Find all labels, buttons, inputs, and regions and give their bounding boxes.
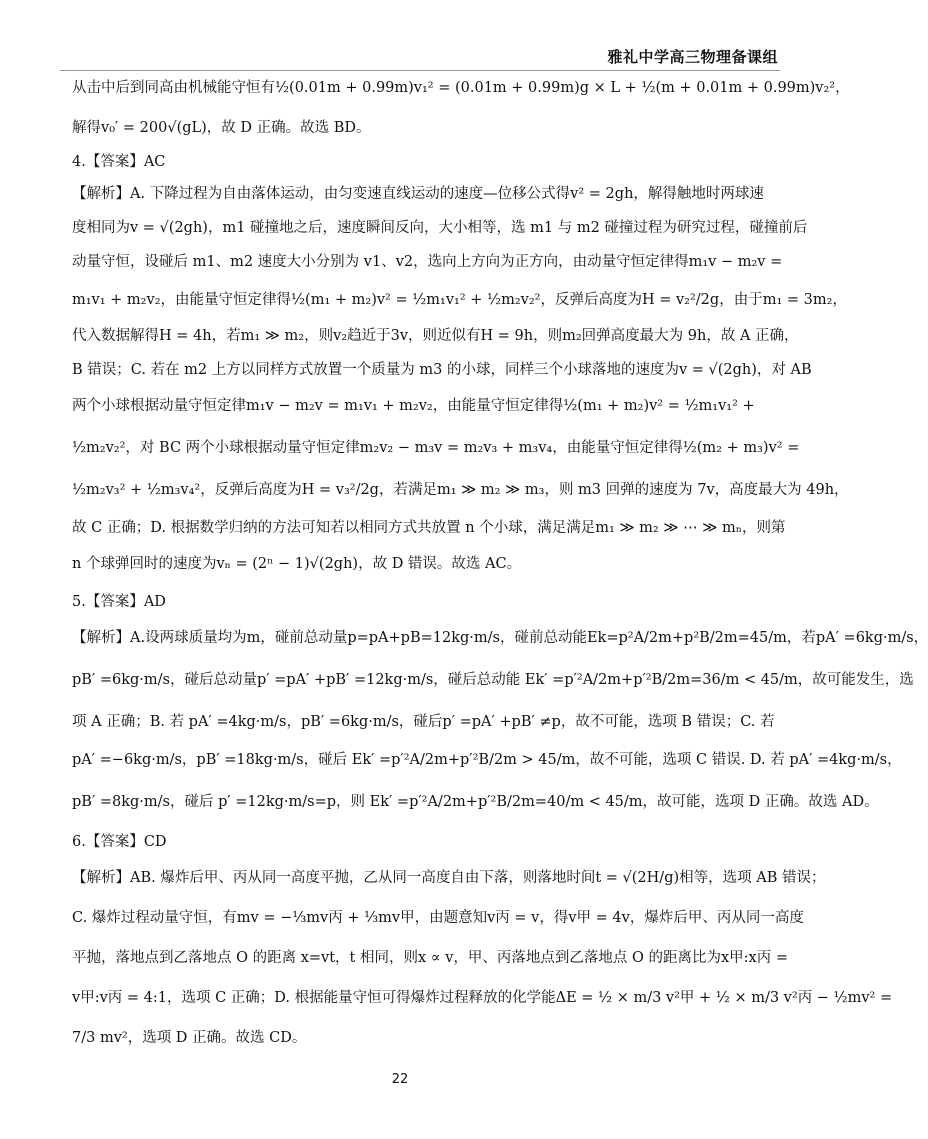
- text-line-10: 两个小球根据动量守恒定律m₁v − m₂v = m₁v₁ + m₂v₂，由能量守恒定律得½(m₁ + m₂)v² = ½m₁v₁² +: [72, 398, 755, 414]
- header-divider: [60, 70, 780, 71]
- text-line-2: 解得v₀′ = 200√(gL)，故 D 正确。故选 BD。: [72, 120, 371, 136]
- text-line-7: m₁v₁ + m₂v₂，由能量守恒定律得½(m₁ + m₂)v² = ½m₁v₁² + ½m₂v₂²，反弹后高度为H = v₂²/2g，由于m₁ = 3m₂，: [72, 292, 847, 308]
- text-line-12: ½m₂v₃² + ½m₃v₄²，反弹后高度为H = v₃²/2g，若满足m₁ ≫ m₂ ≫ m₃，则 m3 回弹的速度为 7v，高度最大为 49h，: [72, 482, 849, 498]
- answer-4: 4.【答案】AC: [72, 154, 166, 170]
- text-line-22: 【解析】AB. 爆炸后甲、丙从同一高度平抛，乙从同一高度自由下落，则落地时间t = √(2H/g)相等，选项 AB 错误；: [72, 870, 826, 886]
- text-line-24: 平抛，落地点到乙落地点 O 的距离 x=vt，t 相同，则x ∝ v，甲、丙落地点到乙落地点 O 的距离比为x甲:x丙 =: [72, 950, 788, 966]
- text-line-1: 从击中后到同高由机械能守恒有½(0.01m + 0.99m)v₁² = (0.01m + 0.99m)g × L + ½(m + 0.01m + 0.99m)v₂²，: [72, 80, 850, 96]
- text-line-9: B 错误；C. 若在 m2 上方以同样方式放置一个质量为 m3 的小球，同样三个小球落地的速度为v = √(2gh)，对 AB: [72, 362, 812, 378]
- answer-5: 5.【答案】AD: [72, 594, 166, 610]
- text-line-23: C. 爆炸过程动量守恒，有mv = −⅓mv丙 + ⅓mv甲，由题意知v丙 = v，得v甲 = 4v，爆炸后甲、丙从同一高度: [72, 910, 804, 926]
- text-line-16: 【解析】A.设两球质量均为m，碰前总动量p=pA+pB=12kg·m/s，碰前总动能Ek=p²A/2m+p²B/2m=45/m，若pA′ =6kg·m/s，: [72, 630, 928, 646]
- text-line-4: 【解析】A. 下降过程为自由落体运动，由匀变速直线运动的速度—位移公式得v² = 2gh，解得触地时两球速: [72, 186, 764, 202]
- page-number: 22: [391, 1072, 409, 1087]
- text-line-5: 度相同为v = √(2gh)，m1 碰撞地之后，速度瞬间反向，大小相等，选 m1 与 m2 碰撞过程为研究过程，碰撞前后: [72, 220, 808, 236]
- text-line-19: pA′ =−6kg·m/s，pB′ =18kg·m/s，碰后 Ek′ =p′²A/2m+p′²B/2m > 45/m，故不可能，选项 C 错误. D. 若 pA′ =4kg·m/s，: [72, 752, 902, 768]
- answer-6: 6.【答案】CD: [72, 834, 167, 850]
- text-line-8: 代入数据解得H = 4h，若m₁ ≫ m₂，则v₂趋近于3v，则近似有H = 9h，则m₂回弹高度最大为 9h，故 A 正确，: [72, 328, 799, 344]
- text-line-6: 动量守恒，设碰后 m1、m2 速度大小分别为 v1、v2，选向上方向为正方向，由动量守恒定律得m₁v − m₂v =: [72, 254, 783, 270]
- text-line-20: pB′ =8kg·m/s，碰后 p′ =12kg·m/s=p，则 Ek′ =p′²A/2m+p′²B/2m=40/m < 45/m，故可能，选项 D 正确。故选 AD。: [72, 794, 879, 810]
- page-header: 雅礼中学高三物理备课组: [607, 48, 778, 66]
- text-line-18: 项 A 正确；B. 若 pA′ =4kg·m/s，pB′ =6kg·m/s，碰后p′ =pA′ +pB′ ≠p，故不可能，选项 B 错误；C. 若: [72, 714, 775, 730]
- text-line-14: n 个球弹回时的速度为vₙ = (2ⁿ − 1)√(2gh)，故 D 错误。故选 AC。: [72, 556, 522, 572]
- text-line-17: pB′ =6kg·m/s，碰后总动量p′ =pA′ +pB′ =12kg·m/s，碰后总动能 Ek′ =p′²A/2m+p′²B/2m=36/m < 45/m，故可能发生，选: [72, 672, 914, 688]
- text-line-11: ½m₂v₂²，对 BC 两个小球根据动量守恒定律m₂v₂ − m₃v = m₂v₃ + m₃v₄，由能量守恒定律得½(m₂ + m₃)v² =: [72, 440, 800, 456]
- text-line-25: v甲:v丙 = 4:1，选项 C 正确；D. 根据能量守恒可得爆炸过程释放的化学能ΔE = ½ × m/3 v²甲 + ½ × m/3 v²丙 − ½mv² =: [72, 990, 893, 1006]
- text-line-26: 7/3 mv²，选项 D 正确。故选 CD。: [72, 1030, 307, 1046]
- text-line-13: 故 C 正确；D. 根据数学归纳的方法可知若以相同方式共放置 n 个小球，满足满足m₁ ≫ m₂ ≫ ⋯ ≫ mₙ，则第: [72, 520, 786, 536]
